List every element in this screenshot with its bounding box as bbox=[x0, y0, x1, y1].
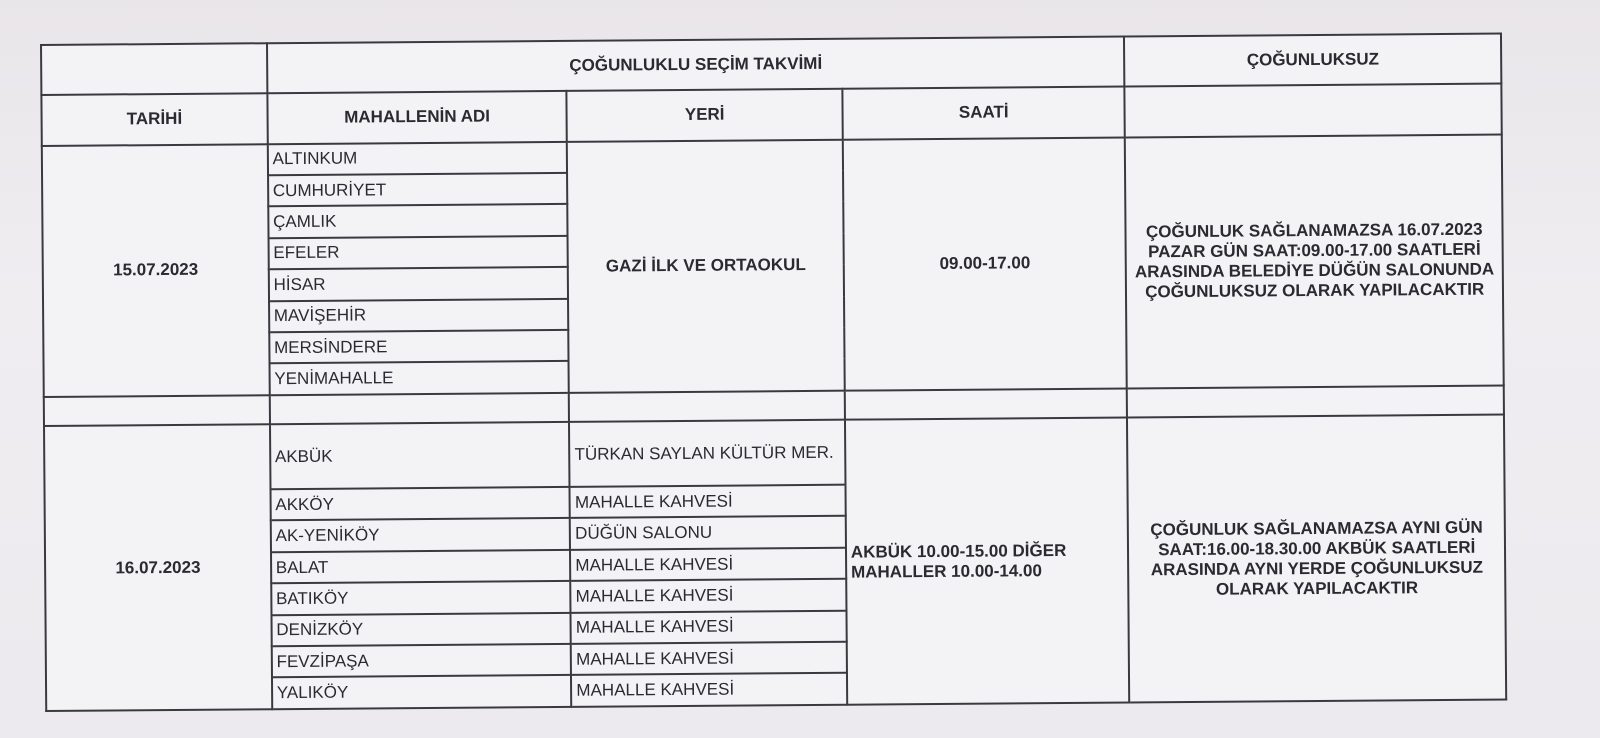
place-name: TÜRKAN SAYLAN KÜLTÜR MER. bbox=[569, 420, 845, 487]
empty-corner-cell bbox=[41, 43, 267, 95]
col-header-place: YERİ bbox=[567, 89, 843, 141]
neighborhood-name: BALAT bbox=[271, 550, 571, 584]
neighborhood-name: ALTINKUM bbox=[267, 141, 567, 175]
group2-time: AKBÜK 10.00-15.00 DİĞER MAHALLER 10.00-14.00 bbox=[845, 418, 1130, 705]
place-name: MAHALLE KAHVESİ bbox=[571, 579, 847, 613]
group2-date: 16.07.2023 bbox=[44, 424, 272, 711]
neighborhood-name: BATIKÖY bbox=[271, 581, 571, 615]
col-header-time: SAATİ bbox=[842, 87, 1125, 139]
col-header-neighborhood: MAHALLENİN ADI bbox=[267, 91, 567, 144]
spacer-cell bbox=[845, 388, 1128, 420]
non-majority-header-blank bbox=[1125, 84, 1502, 137]
col-header-date: TARİHİ bbox=[41, 93, 267, 145]
neighborhood-name: FEVZİPAŞA bbox=[271, 644, 571, 678]
neighborhood-name: YALIKÖY bbox=[272, 675, 572, 709]
neighborhood-name: EFELER bbox=[268, 236, 568, 270]
neighborhood-name: ÇAMLIK bbox=[268, 204, 568, 238]
group1-date: 15.07.2023 bbox=[42, 144, 270, 397]
spacer-cell bbox=[1127, 385, 1504, 417]
place-name: MAHALLE KAHVESİ bbox=[571, 642, 847, 676]
neighborhood-name: AK-YENİKÖY bbox=[270, 518, 570, 552]
place-name: MAHALLE KAHVESİ bbox=[570, 485, 846, 519]
election-schedule-table bbox=[40, 33, 1507, 712]
neighborhood-name: MERSİNDERE bbox=[269, 330, 569, 364]
group1-time: 09.00-17.00 bbox=[843, 137, 1128, 390]
spacer-cell bbox=[44, 395, 270, 426]
place-name: MAHALLE KAHVESİ bbox=[571, 610, 847, 644]
place-name: MAHALLE KAHVESİ bbox=[570, 547, 846, 581]
neighborhood-name: AKBÜK bbox=[270, 422, 570, 489]
neighborhood-name: MAVİŞEHİR bbox=[269, 298, 569, 332]
neighborhood-name: YENİMAHALLE bbox=[269, 361, 569, 395]
spacer-cell bbox=[569, 390, 845, 421]
non-majority-title: ÇOĞUNLUKSUZ bbox=[1124, 34, 1501, 87]
neighborhood-name: AKKÖY bbox=[270, 487, 570, 521]
majority-schedule-title: ÇOĞUNLUKLU SEÇİM TAKVİMİ bbox=[267, 36, 1125, 93]
neighborhood-name: DENİZKÖY bbox=[271, 612, 571, 646]
table-row bbox=[44, 415, 1504, 491]
neighborhood-name: CUMHURİYET bbox=[268, 173, 568, 207]
group1-non-majority-note: ÇOĞUNLUK SAĞLANAMAZSA 16.07.2023 PAZAR GÜN SAAT:09.00-17.00 SAATLERİ ARASINDA BELEDİYE DÜĞÜN SALONUNDA ÇOĞUNLUKSUZ OLARAK YAPILACAKTIR bbox=[1125, 134, 1504, 388]
group2-non-majority-note: ÇOĞUNLUK SAĞLANAMAZSA AYNI GÜN SAAT:16.00-18.30.00 AKBÜK SAATLERİ ARASINDA AYNI YERDE ÇOĞUNLUKSUZ OLARAK YAPILACAKTIR bbox=[1127, 415, 1506, 703]
place-name: MAHALLE KAHVESİ bbox=[571, 673, 847, 707]
neighborhood-name: HİSAR bbox=[268, 267, 568, 301]
spacer-cell bbox=[269, 393, 569, 425]
place-name: DÜĞÜN SALONU bbox=[570, 516, 846, 550]
group1-place: GAZİ İLK VE ORTAOKUL bbox=[567, 139, 845, 392]
